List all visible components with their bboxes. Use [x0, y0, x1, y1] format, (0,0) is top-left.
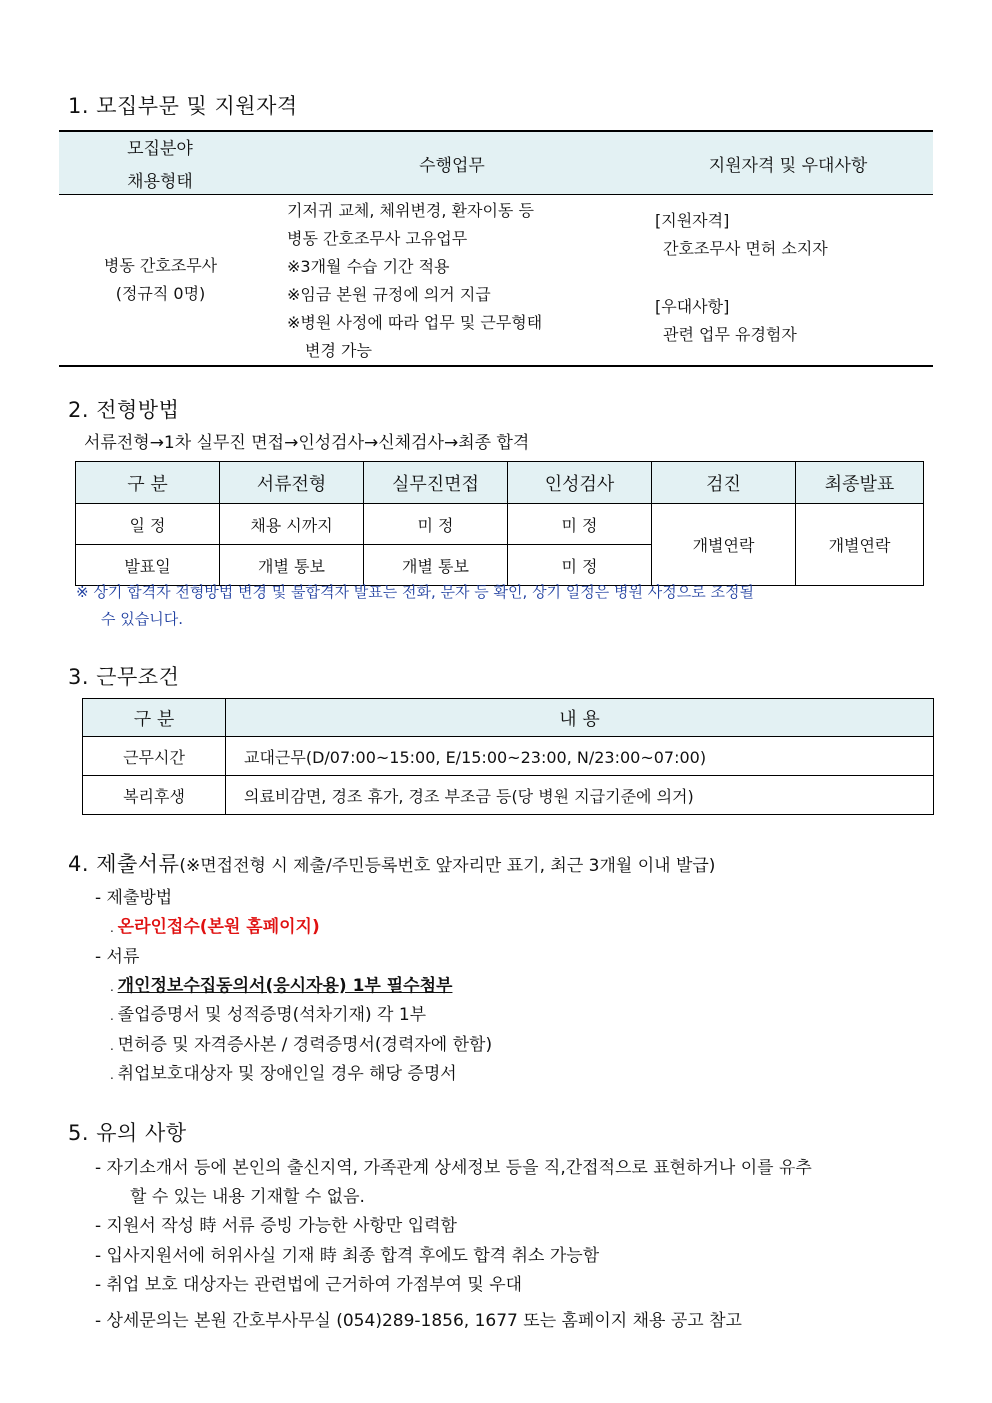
header-field-line2: 채용형태: [127, 172, 193, 192]
sel-cell: 일 정: [76, 504, 220, 545]
section-4-note: (※면접전형 시 제출/주민등록번호 앞자리만 표기, 최근 3개월 이내 발급): [179, 856, 716, 876]
duty-item: ※임금 본원 규정에 의거 지급: [287, 285, 491, 304]
doc-required: 개인정보수집동의서(응시자용) 1부 필수첨부: [117, 976, 453, 996]
notice-item: - 자기소개서 등에 본인의 출신지역, 가족관계 상세정보 등을 직,간접적으로 표현하거나 이를 유추: [95, 1158, 812, 1178]
doc-item: . 면허증 및 자격증사본 / 경력증명서(경력자에 한함): [110, 1035, 493, 1055]
doc-text: 졸업증명서 및 성적증명(석차기재) 각 1부: [117, 1005, 427, 1025]
qualifications-cell: [643, 195, 933, 367]
sel-cell-merged: 개별연락: [796, 504, 924, 586]
header-qualifications: 지원자격 및 우대사항: [643, 131, 933, 195]
docs-heading: - 서류: [95, 947, 140, 967]
section-4-heading: [68, 848, 715, 878]
header-field: [59, 131, 261, 195]
sel-head: 인성검사: [508, 462, 652, 504]
cond-head: 내 용: [226, 699, 934, 737]
sel-head: 구 분: [76, 462, 220, 504]
section-1-title: 1. 모집부문 및 지원자격: [68, 94, 298, 118]
section-3-title: 3. 근무조건: [68, 665, 180, 689]
doc-text: 취업보호대상자 및 장애인일 경우 해당 증명서: [117, 1064, 457, 1084]
cond-label: 근무시간: [83, 737, 226, 776]
sel-head: 검진: [652, 462, 796, 504]
notice-item: - 상세문의는 본원 간호부사무실 (054)289-1856, 1677 또는 홈페이지 채용 공고 참고: [95, 1311, 742, 1331]
notice-item: - 입사지원서에 허위사실 기재 時 최종 합격 후에도 합격 취소 가능함: [95, 1246, 600, 1266]
header-field-line1: 모집분야: [127, 139, 193, 159]
duty-item: 변경 가능: [305, 341, 372, 360]
duty-item: 병동 간호조무사 고유업무: [287, 229, 468, 248]
pref-text: 관련 업무 유경험자: [663, 325, 797, 344]
sel-head: 실무진면접: [364, 462, 508, 504]
cond-value: 교대근무(D/07:00~15:00, E/15:00~23:00, N/23:00~07:00): [226, 737, 934, 776]
notice-item: - 취업 보호 대상자는 관련법에 근거하여 가점부여 및 우대: [95, 1275, 523, 1295]
doc-item: . 졸업증명서 및 성적증명(석차기재) 각 1부: [110, 1005, 427, 1025]
cond-label: 복리후생: [83, 776, 226, 815]
duties-cell: [261, 195, 643, 367]
sel-cell: 미 정: [364, 504, 508, 545]
cond-value: 의료비감면, 경조 휴가, 경조 부조금 등(당 병원 지급기준에 의거): [226, 776, 934, 815]
sel-cell: 발표일: [76, 545, 220, 586]
selection-note: ※ 상기 합격자 전형방법 변경 및 불합격자 발표는 전화, 문자 등 확인, 상기 일정은 병원 사정으로 조정될: [76, 583, 754, 601]
sel-cell: 미 정: [508, 545, 652, 586]
method-item: . 온라인접수(본원 홈페이지): [110, 917, 320, 937]
recruitment-table: [59, 130, 933, 367]
sel-cell-merged: 개별연락: [652, 504, 796, 586]
selection-flow: 서류전형→1차 실무진 면접→인성검사→신체검사→최종 합격: [84, 433, 530, 453]
sel-cell: 개별 통보: [220, 545, 364, 586]
doc-item: . 취업보호대상자 및 장애인일 경우 해당 증명서: [110, 1064, 457, 1084]
cond-head: 구 분: [83, 699, 226, 737]
section-5-title: 5. 유의 사항: [68, 1121, 187, 1145]
field-cell: [59, 195, 261, 367]
online-submission: 온라인접수(본원 홈페이지): [117, 917, 320, 937]
header-duties: 수행업무: [261, 131, 643, 195]
sel-head: 서류전형: [220, 462, 364, 504]
selection-table: [75, 461, 924, 586]
duty-item: 기저귀 교체, 체위변경, 환자이동 등: [287, 201, 534, 220]
selection-note-cont: 수 있습니다.: [101, 610, 183, 628]
duty-item: ※3개월 수습 기간 적용: [287, 257, 450, 276]
sel-head: 최종발표: [796, 462, 924, 504]
qual-heading: [지원자격]: [655, 211, 730, 230]
doc-item: . 개인정보수집동의서(응시자용) 1부 필수첨부: [110, 976, 453, 996]
field-name: 병동 간호조무사: [103, 256, 218, 275]
doc-text: 면허증 및 자격증사본 / 경력증명서(경력자에 한함): [117, 1035, 493, 1055]
qual-text: 간호조무사 면허 소지자: [663, 239, 828, 258]
pref-heading: [우대사항]: [655, 297, 730, 316]
duty-item: ※병원 사정에 따라 업무 및 근무형태: [287, 313, 543, 332]
notice-item-cont: 할 수 있는 내용 기재할 수 없음.: [130, 1187, 365, 1207]
work-conditions-table: [82, 698, 934, 815]
field-type: (정규직 0명): [115, 284, 206, 303]
sel-cell: 미 정: [508, 504, 652, 545]
sel-cell: 채용 시까지: [220, 504, 364, 545]
sel-cell: 개별 통보: [364, 545, 508, 586]
notice-item: - 지원서 작성 時 서류 증빙 가능한 사항만 입력함: [95, 1216, 457, 1236]
section-4-title: 4. 제출서류: [68, 852, 180, 876]
method-heading: - 제출방법: [95, 888, 173, 908]
section-2-title: 2. 전형방법: [68, 398, 180, 422]
